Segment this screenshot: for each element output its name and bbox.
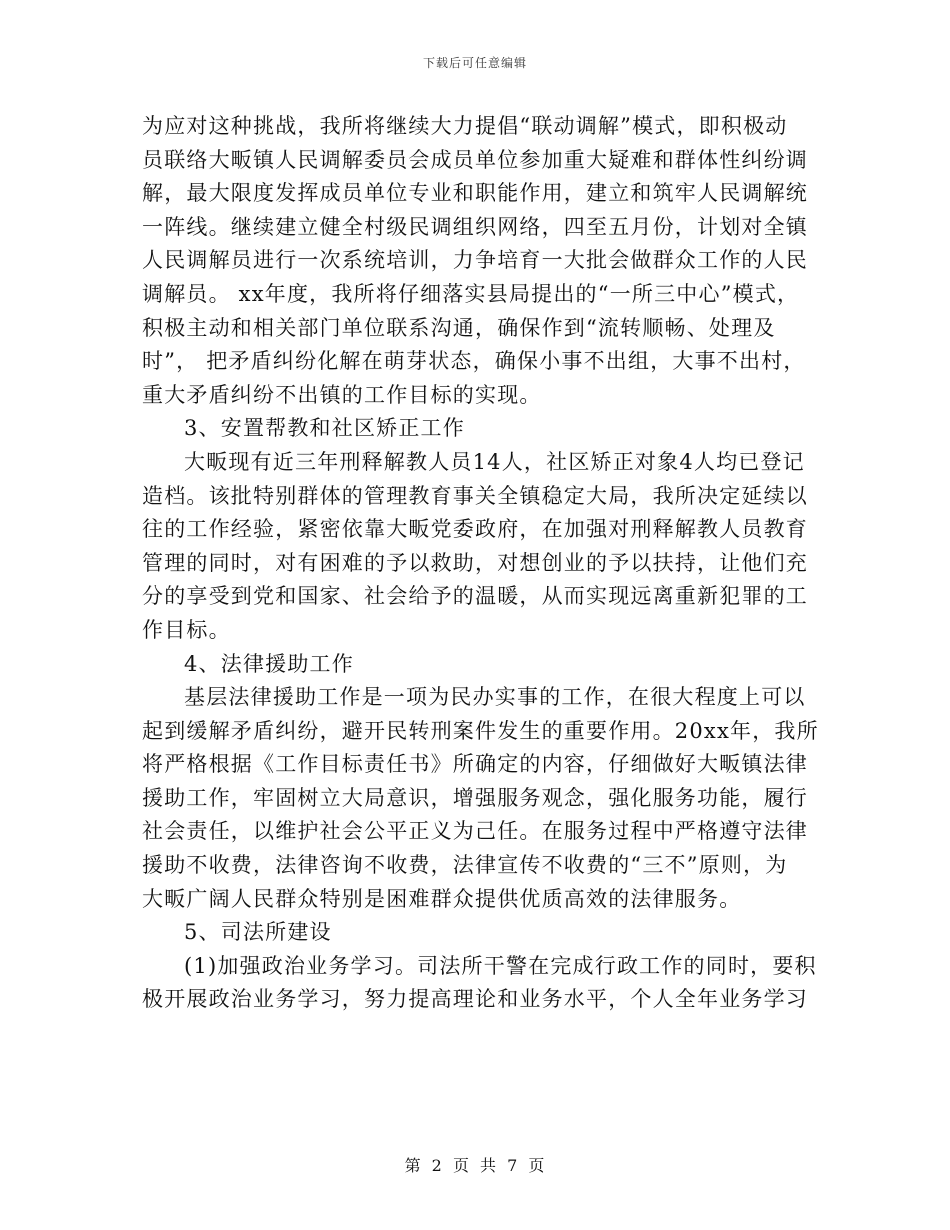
text-line: 社会责任，以维护社会公平正义为己任。在服务过程中严格遵守法律 xyxy=(142,819,808,844)
section-heading: 4、法律援助工作 xyxy=(184,651,354,676)
text-line: 基层法律援助工作是一项为民办实事的工作，在很大程度上可以 xyxy=(184,685,806,710)
text-line: 往的工作经验，紧密依靠大畈党委政府，在加强对刑释解教人员教育 xyxy=(142,517,808,542)
text-line: 作目标。 xyxy=(142,617,231,642)
text-line: 大畈广阔人民群众特别是困难群众提供优质高效的法律服务。 xyxy=(142,886,742,911)
text-line: 为应对这种挑战，我所将继续大力提倡“联动调解”模式，即积极动 xyxy=(142,114,788,138)
page-number-footer: 第 2 页 共 7 页 xyxy=(404,1156,546,1175)
text-line: 一阵线。继续建立健全村级民调组织网络，四至五月份，计划对全镇 xyxy=(142,214,808,239)
section-heading: 5、司法所建设 xyxy=(184,920,332,945)
text-line: 人民调解员进行一次系统培训，力争培育一大批会做群众工作的人民 xyxy=(142,248,808,273)
text-line: 重大矛盾纠纷不出镇的工作目标的实现。 xyxy=(142,382,542,407)
text-line: 管理的同时，对有困难的予以救助，对想创业的予以扶持，让他们充 xyxy=(142,550,808,575)
text-line: 员联络大畈镇人民调解委员会成员单位参加重大疑难和群体性纠纷调 xyxy=(142,147,808,172)
text-line: 积极主动和相关部门单位联系沟通，确保作到“流转顺畅、处理及 xyxy=(142,315,776,340)
text-line: 将严格根据《工作目标责任书》所确定的内容，仔细做好大畈镇法律 xyxy=(142,752,808,777)
text-line: 解，最大限度发挥成员单位专业和职能作用，建立和筑牢人民调解统 xyxy=(142,181,808,206)
text-line: 极开展政治业务学习，努力提高理论和业务水平，个人全年业务学习 xyxy=(142,987,808,1012)
document-body xyxy=(142,110,819,1017)
section-heading: 3、安置帮教和社区矫正工作 xyxy=(184,416,465,441)
text-line: 援助不收费，法律咨询不收费，法律宣传不收费的“三不”原则，为 xyxy=(142,853,788,878)
text-line: 分的享受到党和国家、社会给予的温暖，从而实现远离重新犯罪的工 xyxy=(142,584,808,609)
text-line: (1)加强政治业务学习。司法所干警在完成行政工作的同时，要积 xyxy=(184,953,817,978)
text-line: 造档。该批特别群体的管理教育事关全镇稳定大局，我所决定延续以 xyxy=(142,483,808,508)
text-line: 大畈现有近三年刑释解教人员14人，社区矫正对象4人均已登记 xyxy=(184,449,805,474)
text-line: 起到缓解矛盾纠纷，避开民转刑案件发生的重要作用。20xx年，我所 xyxy=(142,718,819,743)
text-line: 援助工作，牢固树立大局意识，增强服务观念，强化服务功能，履行 xyxy=(142,785,808,810)
text-line: 调解员。 xx年度，我所将仔细落实县局提出的“一所三中心”模式， xyxy=(142,281,800,306)
page-header-note: 下载后可任意编辑 xyxy=(422,56,527,70)
text-line: 时”， 把矛盾纠纷化解在萌芽状态，确保小事不出组，大事不出村， xyxy=(142,349,806,374)
